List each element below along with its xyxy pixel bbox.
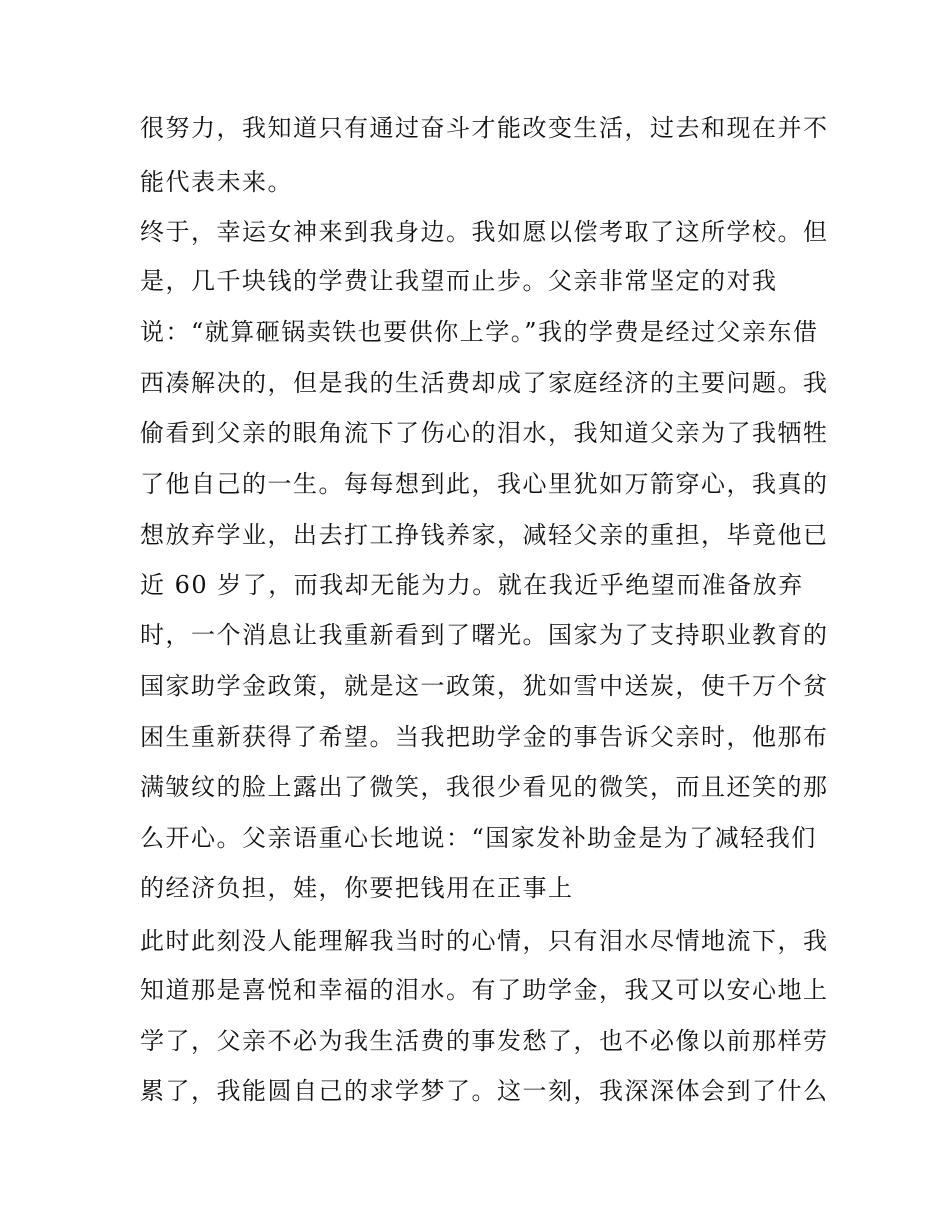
text-line: 了他自己的一生。每每想到此，我心里犹如万箭穿心，我真的	[140, 470, 829, 498]
text-line: 国家助学金政策，就是这一政策，犹如雪中送炭，使千万个贫	[140, 672, 829, 700]
text-line: 么开心。父亲语重心长地说：“国家发补助金是为了减轻我们	[140, 824, 817, 852]
text-line: 时，一个消息让我重新看到了曙光。国家为了支持职业教育的	[140, 621, 829, 649]
text-line: 终于，幸运女神来到我身边。我如愿以偿考取了这所学校。但	[140, 218, 829, 246]
text-line: 很努力，我知道只有通过奋斗才能改变生活，过去和现在并不	[140, 114, 829, 142]
text-line: 想放弃学业，出去打工挣钱养家，减轻父亲的重担，毕竟他已	[140, 521, 829, 549]
text-line: 知道那是喜悦和幸福的泪水。有了助学金，我又可以安心地上	[140, 976, 829, 1004]
text-line: 近 60 岁了，而我却无能为力。就在我近乎绝望而准备放弃	[140, 571, 804, 599]
text-line: 的经济负担，娃，你要把钱用在正事上	[140, 874, 574, 902]
text-line: 西凑解决的，但是我的生活费却成了家庭经济的主要问题。我	[140, 369, 829, 397]
text-line: 能代表未来。	[140, 168, 293, 196]
text-line: 学了，父亲不必为我生活费的事发愁了，也不必像以前那样劳	[140, 1027, 829, 1055]
text-line: 困生重新获得了希望。当我把助学金的事告诉父亲时，他那布	[140, 723, 829, 751]
text-line: 是，几千块钱的学费让我望而止步。父亲非常坚定的对我	[140, 267, 778, 295]
text-line: 说：“就算砸锅卖铁也要供你上学。”我的学费是经过父亲东借	[140, 318, 819, 346]
text-line: 累了，我能圆自己的求学梦了。这一刻，我深深体会到了什么	[140, 1077, 829, 1105]
text-line: 偷看到父亲的眼角流下了伤心的泪水，我知道父亲为了我牺牲	[140, 419, 829, 447]
text-line: 满皱纹的脸上露出了微笑，我很少看见的微笑，而且还笑的那	[140, 773, 829, 801]
text-line: 此时此刻没人能理解我当时的心情，只有泪水尽情地流下，我	[140, 927, 829, 955]
